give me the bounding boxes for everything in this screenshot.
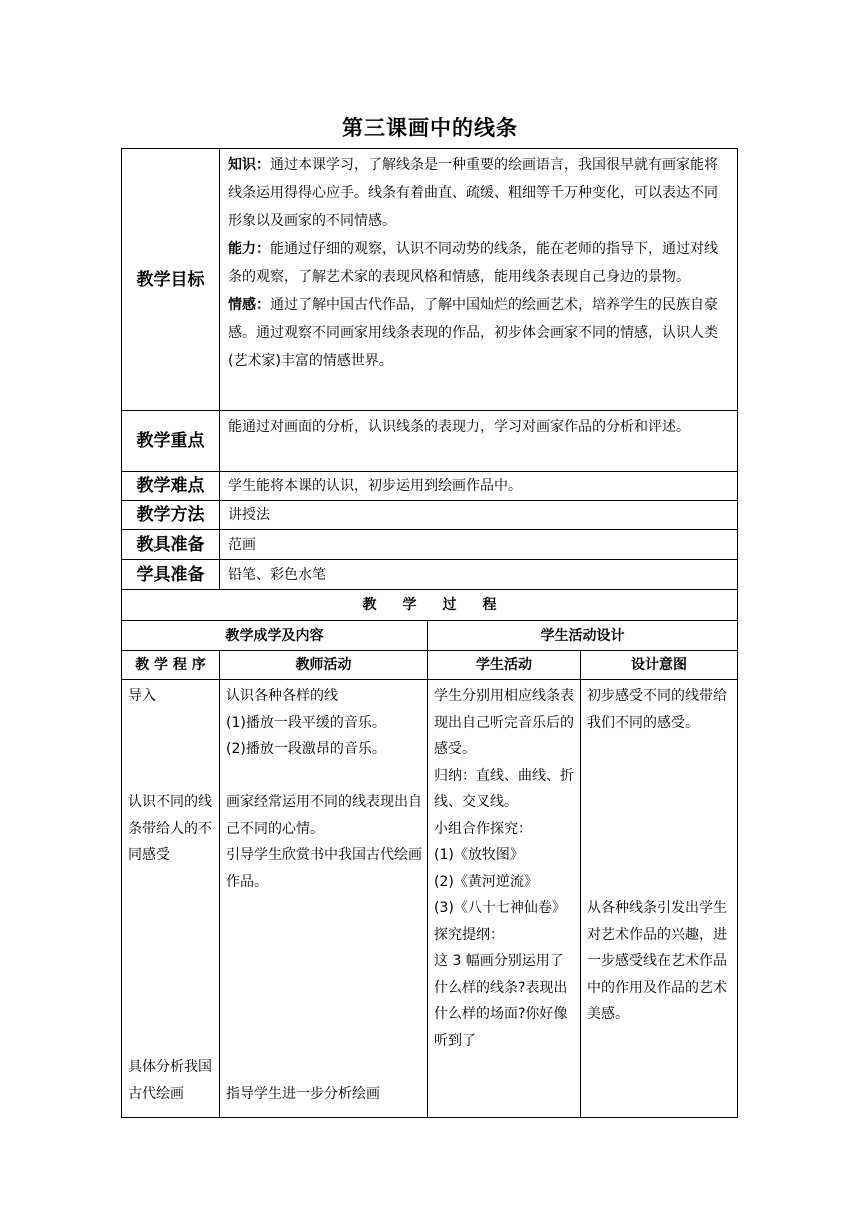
- student-aids-row: [122, 560, 738, 590]
- objective-knowledge: [228, 151, 731, 235]
- student-line-7: 探究提纲：: [434, 926, 504, 943]
- student-line-4: (1)《放牧图》: [434, 847, 524, 863]
- student-line-3: 小组合作探究：: [434, 820, 532, 837]
- objective-ability: [228, 235, 731, 291]
- sequence-intro: 导入: [128, 688, 156, 704]
- teacher-line-2: (1)播放一段平缓的音乐。: [226, 714, 386, 731]
- ability-heading: 能力：: [228, 241, 270, 257]
- sequence-lines: 认识不同的线条带给人的不同感受: [128, 794, 212, 863]
- process-title-row: [122, 590, 738, 621]
- teacher-line-1: 认识各种各样的线: [226, 688, 338, 704]
- teacher-cell: [220, 680, 428, 1118]
- student-line-8: 这 3 幅画分别运用了什么样的线条?表现出什么样的场面?你好像听到了: [434, 953, 568, 1049]
- intent-line-2: 从各种线条引发出学生对艺术作品的兴趣，进一步感受线在艺术作品中的作用及作品的艺术美感。: [587, 900, 727, 1022]
- teaching-aids-label: 教具准备: [122, 530, 220, 560]
- objective-emotion: [228, 291, 731, 375]
- emotion-heading: 情感：: [228, 297, 270, 313]
- student-line-2: 归纳：直线、曲线、折线、交叉线。: [434, 767, 574, 810]
- page-title: 第三课画中的线条: [342, 116, 518, 140]
- student-aids-label: 学具准备: [122, 560, 220, 590]
- teacher-line-3: (2)播放一段激昂的音乐。: [226, 741, 386, 757]
- key-point-label: 教学重点: [122, 411, 220, 472]
- intent-line-1: 初步感受不同的线带给我们不同的感受。: [587, 688, 727, 731]
- objectives-content: [220, 149, 738, 411]
- difficulty-label: 教学难点: [122, 472, 220, 501]
- difficulty-row: [122, 472, 738, 501]
- student-cell: [428, 680, 581, 1118]
- student-line-5: (2)《黄河逆流》: [434, 873, 538, 890]
- col-sequence-header: 教 学 程 序: [122, 651, 220, 680]
- knowledge-text: 通过本课学习，了解线条是一种重要的绘画语言，我国很早就有画家能将线条运用得得心应手。线条有着曲直、疏缓、粗细等千万种变化，可以表达不同形象以及画家的不同情感。: [228, 157, 718, 229]
- method-text: 讲授法: [220, 501, 738, 530]
- knowledge-heading: 知识：: [228, 157, 270, 173]
- lesson-plan-table: [121, 148, 738, 1118]
- emotion-text: 通过了解中国古代作品，了解中国灿烂的绘画艺术，培养学生的民族自豪感。通过观察不同画家用线条表现的作品，初步体会画家不同的情感，认识人类(艺术家)丰富的情感世界。: [228, 297, 718, 369]
- group-left-header: 教学成学及内容: [122, 621, 428, 651]
- ability-text: 能通过仔细的观察，认识不同动势的线条，能在老师的指导下，通过对线条的观察，了解艺术家的表现风格和情感，能用线条表现自己身边的景物。: [228, 241, 718, 285]
- process-column-row: [122, 651, 738, 680]
- key-point-row: [122, 411, 738, 472]
- method-row: [122, 501, 738, 530]
- teacher-line-5: 引导学生欣赏书中我国古代绘画作品。: [226, 847, 422, 890]
- student-aids-text: 铅笔、彩色水笔: [220, 560, 738, 590]
- teacher-line-4: 画家经常运用不同的线表现出自己不同的心情。: [226, 794, 422, 837]
- sequence-cell: [122, 680, 220, 1118]
- process-body-row: [122, 680, 738, 1118]
- group-right-header: 学生活动设计: [428, 621, 738, 651]
- student-line-1: 学生分别用相应线条表现出自己听完音乐后的感受。: [434, 688, 574, 757]
- objectives-row: [122, 149, 738, 411]
- method-label: 教学方法: [122, 501, 220, 530]
- student-line-6: (3)《八十七神仙卷》: [434, 900, 566, 916]
- teaching-aids-row: [122, 530, 738, 560]
- col-teacher-header: 教师活动: [220, 651, 428, 680]
- sequence-analysis: 具体分析我国古代绘画: [128, 1059, 212, 1102]
- key-point-text: 能通过对画面的分析，认识线条的表现力，学习对画家作品的分析和评述。: [220, 411, 738, 472]
- teaching-aids-text: 范画: [220, 530, 738, 560]
- col-intent-header: 设计意图: [581, 651, 738, 680]
- process-title: 教学过程: [122, 590, 738, 621]
- process-group-row: [122, 621, 738, 651]
- col-student-header: 学生活动: [428, 651, 581, 680]
- teacher-line-6: 指导学生进一步分析绘画: [226, 1086, 380, 1102]
- intent-cell: [581, 680, 738, 1118]
- objectives-label: 教学目标: [122, 149, 220, 411]
- difficulty-text: 学生能将本课的认识，初步运用到绘画作品中。: [220, 472, 738, 501]
